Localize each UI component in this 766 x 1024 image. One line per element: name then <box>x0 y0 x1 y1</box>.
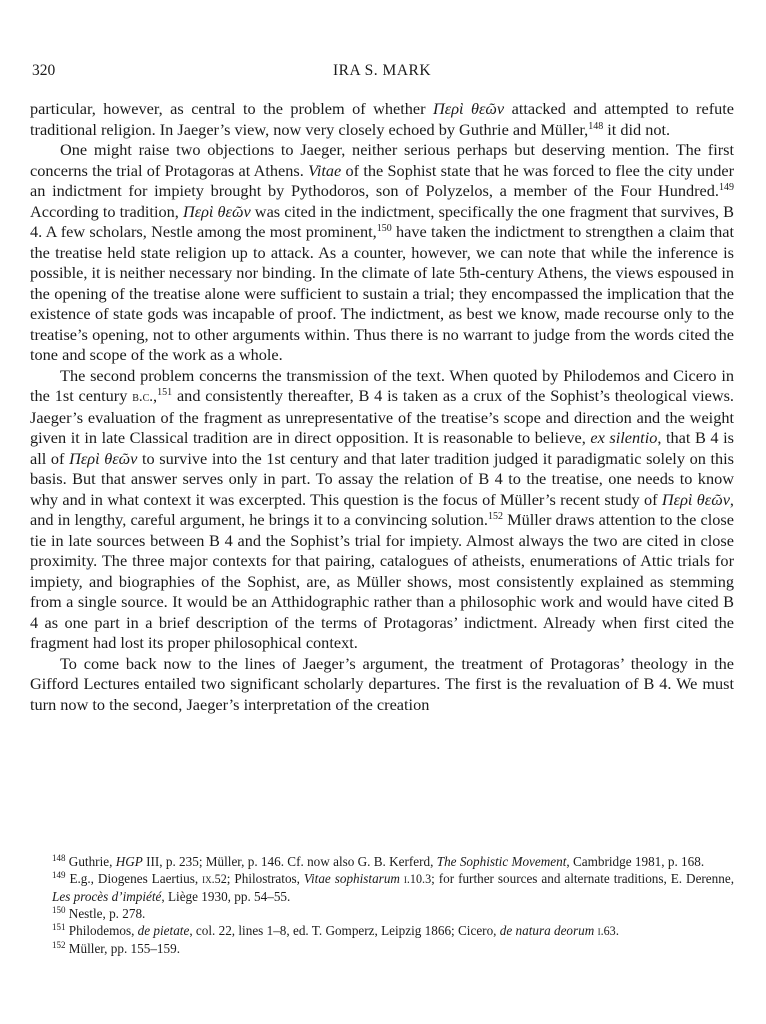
text-run: Nestle, p. 278. <box>65 906 146 921</box>
text-run: and consistently thereafter, B 4 is taken as a crux of the Sophist’s theological views. Jaeger’s evaluation of the fragment as unrepresentative of the treatise’s scope and direction and the weight given it in late Classical tradition are in direct opposition. It is reasonable to believe, <box>30 386 734 447</box>
paragraph <box>30 654 734 716</box>
italic-text: de natura deorum <box>499 923 595 938</box>
greek-title: Περὶ θεῶν <box>69 448 138 468</box>
footnotes <box>30 853 734 957</box>
greek-title: Περὶ θεῶν <box>433 99 505 118</box>
italic-text: de pietate <box>137 923 190 938</box>
text-run: , Cambridge 1981, p. 168. <box>566 854 705 869</box>
small-caps-text: i.10.3 <box>403 872 432 886</box>
text-run: To come back now to the lines of Jaeger’s argument, the treatment of Protagoras’ theology in the Gifford Lectures entailed two significant scholarly departures. The first is the revaluation of B 4. We must turn now to the second, Jaeger’s interpretation of the creation <box>30 653 734 714</box>
footnote-ref: 151 <box>52 922 66 932</box>
small-caps-text: b.c. <box>132 389 154 405</box>
main-text <box>30 99 734 715</box>
italic-text: ex silentio <box>590 428 658 447</box>
italic-text: Vitae sophistarum <box>303 871 400 886</box>
footnote-ref: 149 <box>52 870 66 880</box>
footnote <box>30 922 734 940</box>
text-run: Philodemos, <box>65 923 138 938</box>
text-run: ; for further sources and alternate traditions, E. Derenne, <box>431 871 735 886</box>
page-header <box>32 62 732 84</box>
text-run: Müller, pp. 155–159. <box>65 941 180 956</box>
text-run: to survive into the 1st century and that later tradition judged it paradigmatic solely on this basis. But that answer serves only in part. To assay the relation of B 4 to the treatise, one needs to know why and in what context it was excerpted. This question is the focus of Müller’s recent study of <box>30 448 735 509</box>
footnote-ref: 150 <box>52 905 66 915</box>
text-run: it did not. <box>603 119 671 139</box>
text-run: , that B 4 is all of <box>30 428 734 468</box>
text-run: . <box>615 923 620 938</box>
footnote-ref: 152 <box>487 511 503 522</box>
text-run: , Liège 1930, pp. 54–55. <box>161 889 291 904</box>
italic-text: Vitae <box>308 160 342 180</box>
running-head: IRA S. MARK <box>332 62 432 79</box>
text-run: was cited in the indictment, specifically the one fragment that survives, B 4. A few scholars, Nestle among the most prominent, <box>30 201 735 241</box>
footnote <box>30 870 734 905</box>
text-run: One might raise two objections to Jaeger, neither serious perhaps but deserving mention. The first concerns the trial of Protagoras at Athens. <box>30 140 734 180</box>
greek-title: Περὶ θεῶν <box>661 489 730 509</box>
footnote <box>30 940 734 957</box>
text-run: of the Sophist state that he was forced to flee the city under an indictment for impiety brought by Pythodoros, son of Polyzelos, a member of the Four Hundred. <box>30 160 734 200</box>
text-run: E.g., Diogenes Laertius, <box>65 871 203 886</box>
footnote-ref: 152 <box>52 940 66 950</box>
text-run: , <box>153 386 158 405</box>
text-run: particular, however, as central to the problem of whether <box>30 99 434 118</box>
footnote-ref: 148 <box>588 120 604 132</box>
footnote <box>30 905 734 922</box>
text-run: attacked and attempted to refute traditional religion. In Jaeger’s view, now very closely echoed by Guthrie and Müller, <box>30 99 735 139</box>
italic-text: HGP <box>115 854 143 869</box>
text-run: have taken the indictment to strengthen a claim that the treatise held state religion up to attack. As a counter, however, we can note that while the inference is possible, it is neither necessary nor binding. In the climate of late 5th-century Athens, the views espoused in the opening of the treatise alone were sufficient to sustain a trial; they encompassed the implication that the existence of state gods was incapable of proof. The indictment, as best we know, made recourse only to the treatise’s opening, not to other arguments within. Thus there is no warrant to judge from the words cited the tone and scope of the work as a whole. <box>30 222 735 364</box>
footnote <box>30 853 734 870</box>
text-run: Müller draws attention to the close tie in late sources between B 4 and the Sophist’s trial for impiety. Almost always the two are cited in close proximity. The three major contexts for that pairing, catalogues of atheists, enumerations of Attic trials for impiety, and biographies of the Sophist, are, as Müller shows, most consistently explained as stemming from a single source. It would be an Atthidographic rather than a philosophic work and would have cited B 4 as one part in a brief description of the terms of Protagoras’ indictment. Already when first cited the fragment had lost its proper philosophical context. <box>30 510 734 652</box>
small-caps-text: i.63 <box>597 924 616 938</box>
footnote-ref: 148 <box>52 853 66 863</box>
text-run: Guthrie, <box>65 854 116 869</box>
paragraph <box>30 99 734 140</box>
footnote-ref: 150 <box>376 223 392 234</box>
paragraph <box>30 140 734 366</box>
text-run: III, p. 235; Müller, p. 146. Cf. now also G. B. Kerferd, <box>142 854 437 869</box>
page-number: 320 <box>32 62 56 79</box>
footnote-ref: 151 <box>157 387 173 398</box>
paragraph <box>30 366 734 654</box>
footnote-ref: 149 <box>719 182 734 193</box>
text-run: According to tradition, <box>30 201 183 221</box>
italic-text: The Sophistic Movement <box>436 854 567 869</box>
small-caps-text: ix.52 <box>202 872 227 886</box>
text-run: , col. 22, lines 1–8, ed. T. Gomperz, Leipzig 1866; Cicero, <box>189 923 500 938</box>
italic-text: Les procès d’impiété <box>52 889 162 904</box>
greek-title: Περὶ θεῶν <box>182 201 251 221</box>
text-run: The second problem concerns the transmission of the text. When quoted by Philodemos and Cicero in the 1st century <box>30 365 734 405</box>
text-run: , and in lengthy, careful argument, he brings it to a convincing solution. <box>30 489 734 529</box>
text-run: ; Philostratos, <box>226 871 304 886</box>
